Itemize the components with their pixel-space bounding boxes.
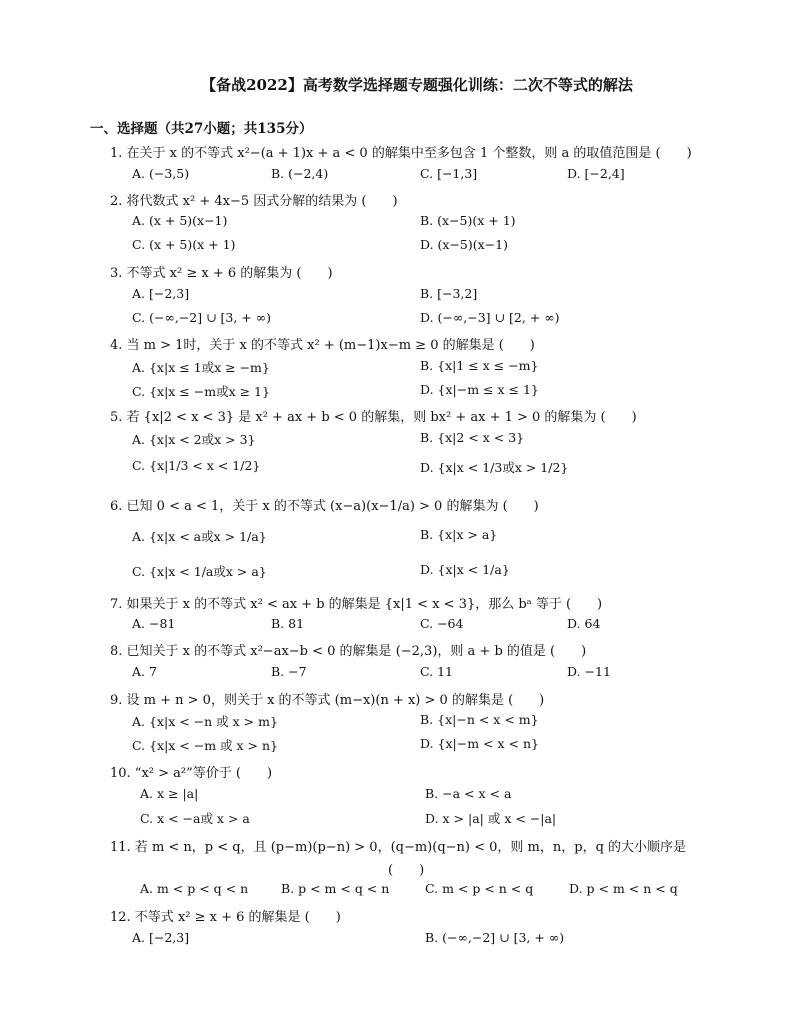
- option-b: B. (−∞,−2] ∪ [3, + ∞): [425, 930, 565, 945]
- option-b: B. 81: [271, 616, 305, 631]
- question-stem: 11. 若 m < n，p < q，且 (p−m)(p−n) > 0，(q−m)(q−n) < 0，则 m，n，p，q 的大小顺序是: [110, 840, 687, 855]
- option-a: A. m < p < q < n: [140, 881, 249, 896]
- option-b: B. {x|−n < x < m}: [420, 712, 539, 727]
- option-c: C. m < p < n < q: [425, 881, 534, 896]
- question-stem: 12. 不等式 x² ≥ x + 6 的解集是 ( ): [110, 910, 341, 925]
- option-c: C. x < −a或 x > a: [140, 811, 250, 826]
- option-c: C. (x + 5)(x + 1): [132, 237, 236, 252]
- option-a: A. {x|x < −n 或 x > m}: [132, 714, 278, 729]
- option-d: D. p < m < n < q: [569, 881, 678, 896]
- page-title: 【备战2022】高考数学选择题专题强化训练：二次不等式的解法: [201, 76, 633, 94]
- question-stem: 3. 不等式 x² ≥ x + 6 的解集为 ( ): [110, 266, 333, 281]
- option-c: C. 11: [420, 664, 453, 679]
- option-d: D. (−∞,−3] ∪ [2, + ∞): [420, 310, 560, 325]
- question-stem: 1. 在关于 x 的不等式 x²−(a + 1)x + a < 0 的解集中至多包含 1 个整数，则 a 的取值范围是 ( ): [110, 146, 692, 161]
- question-stem: 4. 当 m > 1时，关于 x 的不等式 x² + (m−1)x−m ≥ 0 的解集是 ( ): [110, 338, 535, 353]
- option-c: C. [−1,3]: [420, 166, 478, 181]
- option-a: A. {x|x < a或x > 1/a}: [132, 529, 267, 544]
- option-d: D. x > |a| 或 x < −|a|: [425, 811, 557, 826]
- option-c: C. {x|x < 1/a或x > a}: [132, 564, 267, 579]
- option-d: D. −11: [567, 664, 611, 679]
- option-b: B. {x|x > a}: [420, 527, 498, 542]
- option-a: A. {x|x ≤ 1或x ≥ −m}: [132, 360, 270, 375]
- question-stem: 7. 如果关于 x 的不等式 x² < ax + b 的解集是 {x|1 < x < 3}，那么 bᵃ 等于 ( ): [110, 597, 603, 612]
- option-d: D. {x|x < 1/3或x > 1/2}: [420, 460, 569, 475]
- option-b: B. −a < x < a: [425, 786, 512, 801]
- answer-blank: ( ): [388, 863, 425, 878]
- option-a: A. [−2,3]: [132, 286, 190, 301]
- section-heading: 一、选择题（共27小题；共135分）: [90, 121, 313, 137]
- option-a: A. {x|x < 2或x > 3}: [132, 432, 256, 447]
- question-stem: 6. 已知 0 < a < 1，关于 x 的不等式 (x−a)(x−1/a) > 0 的解集为 ( ): [110, 499, 539, 514]
- question-stem: 2. 将代数式 x² + 4x−5 因式分解的结果为 ( ): [110, 194, 398, 209]
- option-a: A. (−3,5): [132, 166, 190, 181]
- option-b: B. (−2,4): [271, 166, 329, 181]
- question-stem: 9. 设 m + n > 0，则关于 x 的不等式 (m−x)(n + x) > 0 的解集是 ( ): [110, 693, 545, 708]
- option-b: B. −7: [271, 664, 307, 679]
- option-d: D. {x|x < 1/a}: [420, 562, 510, 577]
- question-stem: 8. 已知关于 x 的不等式 x²−ax−b < 0 的解集是 (−2,3)，则 a + b 的值是 ( ): [110, 644, 587, 659]
- question-stem: 10. “x² > a²”等价于 ( ): [110, 766, 273, 781]
- option-c: C. (−∞,−2] ∪ [3, + ∞): [132, 310, 272, 325]
- option-c: C. {x|x < −m 或 x > n}: [132, 738, 278, 753]
- option-c: C. {x|1/3 < x < 1/2}: [132, 458, 261, 473]
- option-d: D. {x|−m < x < n}: [420, 736, 539, 751]
- option-a: A. (x + 5)(x−1): [132, 213, 228, 228]
- option-c: C. −64: [420, 616, 464, 631]
- option-b: B. {x|2 < x < 3}: [420, 430, 525, 445]
- option-a: A. x ≥ |a|: [140, 786, 199, 801]
- option-a: A. 7: [132, 664, 157, 679]
- option-b: B. (x−5)(x + 1): [420, 213, 516, 228]
- option-a: A. −81: [132, 616, 176, 631]
- option-b: B. p < m < q < n: [281, 881, 390, 896]
- option-d: D. 64: [567, 616, 601, 631]
- option-d: D. [−2,4]: [567, 166, 625, 181]
- option-d: D. (x−5)(x−1): [420, 237, 508, 252]
- option-b: B. {x|1 ≤ x ≤ −m}: [420, 358, 539, 373]
- option-a: A. [−2,3]: [132, 930, 190, 945]
- option-c: C. {x|x ≤ −m或x ≥ 1}: [132, 384, 270, 399]
- option-d: D. {x|−m ≤ x ≤ 1}: [420, 382, 539, 397]
- question-stem: 5. 若 {x|2 < x < 3} 是 x² + ax + b < 0 的解集，则 bx² + ax + 1 > 0 的解集为 ( ): [110, 410, 637, 425]
- option-b: B. [−3,2]: [420, 286, 478, 301]
